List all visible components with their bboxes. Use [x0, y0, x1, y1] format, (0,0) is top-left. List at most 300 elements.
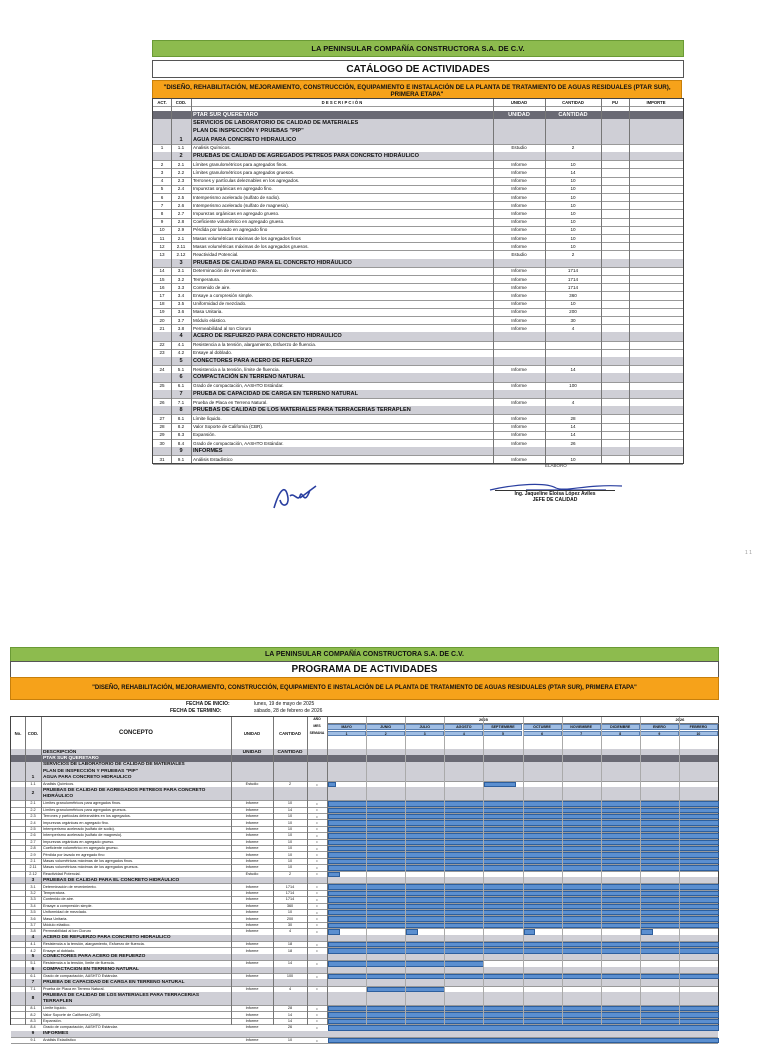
catalog-header-importe: IMPORTE	[646, 100, 666, 105]
gantt-bar	[328, 1038, 719, 1043]
program-month-num-4: 5	[483, 731, 522, 736]
program-unit: Informe	[245, 1006, 259, 1011]
program-col-divider	[273, 717, 274, 1025]
program-code: 8.1	[30, 1006, 36, 1011]
program-desc: Análisis Estadístico	[43, 1038, 76, 1043]
catalog-desc: SERVICIOS DE LABORATORIO DE CALIDAD DE MATERIALES	[193, 120, 359, 127]
catalog-unit: Informe	[511, 301, 527, 307]
program-unit: Informe	[245, 807, 259, 812]
catalog-desc: Resistencia a la tensión, alargamiento, Esfuerzo de fluencia.	[193, 342, 317, 348]
program-code: 4.1	[30, 942, 36, 947]
catalog-act: 7	[160, 202, 164, 208]
program-code: 2.2	[30, 807, 36, 812]
catalog-code: 2.8	[177, 219, 185, 225]
program-col-divider	[25, 717, 26, 1025]
page-margin-mark: 1 1	[745, 550, 752, 556]
program-unit: Informe	[245, 974, 259, 979]
program-month-num-9: 10	[679, 731, 718, 736]
catalog-code: 3.1	[177, 268, 185, 274]
catalog-code: 4.2	[177, 350, 185, 356]
program-desc: INFORMES	[43, 1031, 69, 1037]
program-desc: PRUEBAS DE CALIDAD DE AGREGADOS PETREOS PARA CONCRETO HIDRÁULICO	[43, 788, 206, 799]
signer-name: Ing. Jaqueline Eloisa López Aviles	[495, 490, 615, 497]
catalog-act: 2	[160, 161, 164, 167]
catalog-unit: Informe	[511, 235, 527, 241]
catalog-col-divider	[601, 99, 602, 463]
program-desc: Terrones y partículas deleznables en los agregados.	[43, 814, 131, 819]
program-header-mes: MES	[313, 724, 321, 728]
program-bullet: •	[316, 800, 318, 806]
catalog-desc: INFORMES	[193, 448, 223, 455]
program-unit: Informe	[245, 961, 259, 966]
program-qty: 14	[287, 1012, 293, 1017]
catalog-act: 1	[160, 145, 164, 151]
program-qty: 14	[287, 961, 293, 966]
program-code: 5	[31, 954, 35, 960]
program-code: 4	[31, 935, 35, 941]
program-code: 2.1	[30, 858, 36, 863]
program-code: 2.8	[30, 846, 36, 851]
signature-left-icon	[270, 478, 320, 514]
catalog-act: 21	[159, 325, 165, 331]
program-qty: 100	[286, 974, 294, 979]
catalog-unit: Informe	[511, 366, 527, 372]
program-bullet: •	[316, 832, 318, 838]
catalog-unit: Informe	[511, 219, 527, 225]
program-bullet: •	[316, 948, 318, 954]
program-qty: 360	[286, 903, 294, 908]
catalog-act: 20	[159, 317, 165, 323]
program-row	[11, 787, 718, 801]
catalog-desc: Módulo elástico.	[193, 317, 227, 323]
program-code: 8.2	[30, 1012, 36, 1017]
catalog-col-divider	[629, 99, 630, 463]
program-month-9: FEBRERO	[679, 724, 718, 730]
program-bullet: •	[316, 922, 318, 928]
program-month-2: JULIO	[405, 724, 444, 730]
catalog-desc: Grado de compactación, AASHTO Estándar.	[193, 440, 284, 446]
catalog-act: 17	[159, 292, 165, 298]
program-bullet: •	[316, 896, 318, 902]
program-header-ano: AÑO	[313, 717, 321, 721]
catalog-code: 9	[179, 448, 183, 455]
catalog-act: 30	[159, 440, 165, 446]
catalog-code: 2.11	[176, 243, 186, 249]
program-unit: Informe	[245, 865, 259, 870]
program-qty: 18	[287, 942, 293, 947]
catalog-desc: Impurezas orgánicas en agregado grueso.	[193, 210, 280, 216]
catalog-desc: Límites granulométricos para agregados gruesos.	[193, 169, 295, 175]
catalog-desc: PTAR SUR QUERETARO	[193, 112, 259, 119]
catalog-desc: Intemperismo acelerado (sulfato de magnesio).	[193, 202, 290, 208]
catalog-unit: Informe	[511, 194, 527, 200]
catalog-code: 7	[179, 390, 183, 397]
program-table	[10, 716, 719, 1043]
catalog-act: 18	[159, 301, 165, 307]
catalog-code: 2.2	[177, 169, 185, 175]
catalog-col-divider	[545, 99, 546, 463]
catalog-code: 3	[179, 259, 183, 266]
program-bullet: •	[316, 909, 318, 915]
program-month-num-8: 9	[640, 731, 679, 736]
catalog-desc: Permeabilidad al Ion Cloruro	[193, 325, 252, 331]
catalog-unit: Informe	[511, 415, 527, 421]
program-desc: Intemperismo acelerado (sulfato de sodio).	[43, 826, 115, 831]
program-bullet: •	[316, 1018, 318, 1024]
program-sheet	[8, 645, 721, 1043]
program-month-1: JUNIO	[366, 724, 405, 730]
program-qty: 10	[287, 858, 293, 863]
program-desc: Analisis Químicos.	[43, 782, 75, 787]
catalog-act: 12	[159, 243, 165, 249]
program-bullet: •	[316, 871, 318, 877]
program-bullet: •	[316, 960, 318, 966]
catalog-col-divider	[171, 99, 172, 463]
catalog-code: 6.1	[177, 383, 185, 389]
program-month-5: OCTUBRE	[523, 724, 562, 730]
program-bullet: •	[316, 916, 318, 922]
program-qty: 2	[288, 871, 292, 876]
catalog-act: 29	[159, 432, 165, 438]
catalog-qty: 10	[570, 227, 576, 233]
program-qty: 10	[287, 826, 293, 831]
catalog-qty: 14	[570, 169, 576, 175]
catalog-desc: Terrones y partículas deleznables en los agregados.	[193, 178, 300, 184]
program-code: 2.11	[29, 865, 37, 870]
catalog-act: 11	[159, 235, 165, 241]
catalog-code: 4	[179, 333, 183, 340]
program-bullet: •	[316, 807, 318, 813]
catalog-desc: PRUEBAS DE CALIDAD DE LOS MATERIALES PARA TERRACERIAS TERRAPLEN	[193, 407, 411, 414]
program-code: 3.4	[30, 903, 36, 908]
program-month-num-5: 6	[523, 731, 562, 736]
program-unit: Informe	[245, 801, 259, 806]
program-qty: 10	[287, 801, 293, 806]
catalog-qty: CANTIDAD	[558, 112, 588, 119]
program-unit: Estudio	[245, 782, 259, 787]
catalog-unit: Informe	[511, 227, 527, 233]
catalog-desc: Uniformidad de mezclado.	[193, 301, 247, 307]
program-unit: Informe	[245, 833, 259, 838]
program-header-cod: COD.	[27, 730, 39, 736]
catalog-qty: 360	[569, 292, 577, 298]
program-month-divider	[444, 717, 445, 1025]
catalog-act: 24	[159, 366, 165, 372]
program-qty: 1714	[285, 884, 295, 889]
catalog-act: 3	[160, 169, 164, 175]
program-unit: Informe	[245, 948, 259, 953]
catalog-unit: Informe	[511, 317, 527, 323]
catalog-act: 26	[159, 399, 165, 405]
program-bullet: •	[316, 781, 318, 787]
program-desc: CONECTORES PARA ACERO DE REFUERZO	[43, 954, 146, 960]
catalog-desc: Grado de compactación, AASHTO Estándar.	[193, 383, 284, 389]
program-qty: 18	[287, 948, 293, 953]
catalog-act: 31	[159, 456, 165, 462]
program-unit: Informe	[245, 884, 259, 889]
program-bullet: •	[316, 826, 318, 832]
catalog-header-pu: PU	[612, 100, 618, 105]
program-code: 3.1	[30, 884, 36, 889]
catalog-unit: Informe	[511, 432, 527, 438]
catalog-unit: Informe	[511, 399, 527, 405]
catalog-desc: PLAN DE INSPECCIÓN Y PRUEBAS "PIP"	[193, 128, 304, 135]
catalog-code: 3.7	[177, 317, 185, 323]
catalog-desc: Límites granulométricos para agregados finos.	[193, 161, 288, 167]
program-desc: Masa Unitaria.	[43, 916, 68, 921]
catalog-code: 3.6	[177, 309, 185, 315]
program-year-2025: 2025	[327, 717, 640, 724]
program-code: 3.6	[30, 916, 36, 921]
catalog-desc: Análisis Estadístico	[193, 456, 233, 462]
program-code: 3.3	[30, 897, 36, 902]
catalog-code: 1	[179, 136, 183, 143]
program-code: 8.3	[30, 1018, 36, 1023]
program-unit: Informe	[245, 858, 259, 863]
program-project-title: "DISEÑO, REHABILITACIÓN, MEJORAMIENTO, CONSTRUCCIÓN, EQUIPAMIENTO E INSTALACIÓN DE LA PLANTA DE TRATAMIENTO DE AGUAS RESIDUALES (PTAR SUR), PRIMERA ETAPA"	[10, 677, 719, 700]
program-unit: Informe	[245, 814, 259, 819]
program-month-divider	[562, 717, 563, 1025]
program-code: 8	[31, 996, 35, 1002]
program-qty: 10	[287, 852, 293, 857]
catalog-unit: Informe	[511, 161, 527, 167]
program-desc: Determinación de revenimiento.	[43, 884, 97, 889]
program-month-divider	[523, 717, 524, 1025]
program-month-num-3: 4	[444, 731, 483, 736]
program-desc: Intemperismo acelerado (sulfato de magnesio).	[43, 833, 123, 838]
catalog-act: 14	[159, 268, 165, 274]
end-date-value: sábado, 28 de febrero de 2026	[254, 708, 323, 714]
program-col-divider	[327, 717, 328, 1025]
catalog-code: 2.12	[176, 251, 186, 257]
program-unit: Informe	[245, 916, 259, 921]
catalog-code: 8.2	[177, 424, 185, 430]
program-unit: UNIDAD	[242, 749, 262, 755]
catalog-act: 25	[159, 383, 165, 389]
program-qty: 14	[287, 1018, 293, 1023]
program-month-6: NOVIEMBRE	[562, 724, 601, 730]
catalog-act: 15	[159, 276, 165, 282]
program-code: 9.1	[30, 1038, 36, 1043]
catalog-unit: Informe	[511, 440, 527, 446]
catalog-unit: Informe	[511, 178, 527, 184]
catalog-code: 3.5	[177, 301, 185, 307]
program-month-num-7: 8	[601, 731, 640, 736]
catalog-qty: 1714	[567, 268, 579, 274]
catalog-act: 28	[159, 424, 165, 430]
program-desc: Permeabilidad al Ion Cloruro	[43, 929, 92, 934]
program-qty: 4	[288, 986, 292, 991]
program-desc: Grado de compactación, AASHTO Estándar.	[43, 974, 118, 979]
program-unit: Informe	[245, 826, 259, 831]
catalog-qty: 1714	[567, 276, 579, 282]
catalog-desc: Analisis Químicos.	[193, 145, 231, 151]
catalog-desc: Temperatura.	[193, 276, 221, 282]
catalog-code: 4.1	[177, 342, 185, 348]
program-month-divider	[366, 717, 367, 1025]
program-bullet: •	[316, 813, 318, 819]
catalog-qty: 14	[570, 366, 576, 372]
catalog-act: 6	[160, 194, 164, 200]
catalog-act: 27	[159, 415, 165, 421]
program-qty: 10	[287, 833, 293, 838]
program-month-divider	[405, 717, 406, 1025]
catalog-desc: Coeficiente volumétrico en agregado grueso.	[193, 219, 285, 225]
program-header-concepto: CONCEPTO	[119, 730, 153, 736]
catalog-code: 6	[179, 374, 183, 381]
program-unit: Informe	[245, 922, 259, 927]
catalog-act: 4	[160, 178, 164, 184]
catalog-desc: Impurezas orgánicas en agregado fino.	[193, 186, 273, 192]
catalog-code: 2.1	[177, 161, 185, 167]
catalog-unit: Informe	[511, 268, 527, 274]
program-month-num-1: 2	[366, 731, 405, 736]
program-year-2026: 2026	[640, 717, 719, 724]
program-code: 3.8	[30, 929, 36, 934]
program-col-divider	[307, 717, 308, 1025]
program-code: 3	[31, 877, 35, 883]
program-qty: 1714	[285, 890, 295, 895]
program-code: 3.7	[30, 922, 36, 927]
catalog-desc: Prueba de Placa en Terreno Natural.	[193, 399, 268, 405]
program-unit: Informe	[245, 897, 259, 902]
catalog-code: 1.1	[177, 145, 185, 151]
program-bullet: •	[316, 890, 318, 896]
catalog-code: 2.9	[177, 227, 185, 233]
catalog-code: 9.1	[177, 456, 185, 462]
catalog-qty: 10	[570, 202, 576, 208]
program-desc: Masas volumétricas máximas de los agregados finos.	[43, 858, 134, 863]
catalog-desc: Masas volumétricas máximas de los agregados finos	[193, 235, 301, 241]
catalog-unit: Informe	[511, 186, 527, 192]
catalog-col-divider	[493, 99, 494, 463]
signer-role: JEFE DE CALIDAD	[532, 497, 578, 503]
catalog-title: CATÁLOGO DE ACTIVIDADES	[152, 60, 684, 78]
program-month-divider	[640, 717, 641, 1025]
program-qty: 28	[287, 1006, 293, 1011]
program-desc: Límites granulométricos para agregados gruesos.	[43, 807, 127, 812]
catalog-desc: Expansión.	[193, 432, 216, 438]
program-bullet: •	[316, 1024, 318, 1030]
catalog-header-desc: D E S C R I P C I Ó N	[321, 100, 363, 105]
program-desc: PRUEBA DE CAPACIDAD DE CARGA EN TERRENO NATURAL	[43, 980, 185, 986]
program-desc: Resistencia a la tensión, límite de fluencia.	[43, 961, 115, 966]
program-code: 2.4	[30, 820, 36, 825]
program-month-4: SEPTIEMBRE	[483, 724, 522, 730]
program-desc: Impurezas orgánicas en agregado grueso.	[43, 839, 115, 844]
catalog-desc: COMPACTACIÓN EN TERRENO NATURAL	[193, 374, 305, 381]
catalog-unit: Informe	[511, 456, 527, 462]
catalog-qty: 10	[570, 243, 576, 249]
program-month-divider	[679, 717, 680, 1025]
program-qty: 4	[288, 929, 292, 934]
start-date-label: FECHA DE INICIO:	[186, 701, 230, 707]
catalog-qty: 10	[570, 219, 576, 225]
catalog-act: 9	[160, 219, 164, 225]
program-desc: SERVICIOS DE LABORATORIO DE CALIDAD DE MATERIALES	[43, 762, 185, 768]
program-code: 2.1	[30, 801, 36, 806]
program-desc: Temperatura.	[43, 890, 66, 895]
catalog-code: 8.1	[177, 415, 185, 421]
catalog-unit: Informe	[511, 276, 527, 282]
program-bullet: •	[316, 858, 318, 864]
start-date-value: lunes, 19 de mayo de 2025	[254, 701, 315, 707]
program-unit: Informe	[245, 846, 259, 851]
catalog-desc: Ensaye al doblado.	[193, 350, 233, 356]
catalog-qty: 10	[570, 210, 576, 216]
program-desc: Impurezas orgánicas en agregado fino.	[43, 820, 109, 825]
catalog-act: 16	[159, 284, 165, 290]
catalog-code: 2.3	[177, 178, 185, 184]
catalog-qty: 14	[570, 424, 576, 430]
program-col-divider	[41, 717, 42, 1025]
catalog-sheet	[150, 38, 685, 468]
program-bullet: •	[316, 986, 318, 992]
catalog-code: 2.1	[177, 235, 185, 241]
catalog-unit: Informe	[511, 383, 527, 389]
program-desc: PRUEBAS DE CALIDAD DE LOS MATERIALES PARA TERRACERIAS TERRAPLEN	[43, 992, 200, 1004]
catalog-unit: Informe	[511, 424, 527, 430]
program-col-divider	[231, 717, 232, 1025]
catalog-desc: Masas volumétricas máximas de los agregados gruesos.	[193, 243, 309, 249]
catalog-qty: 14	[570, 432, 576, 438]
catalog-row	[153, 455, 683, 464]
program-code: 5.1	[30, 961, 36, 966]
program-company-header: LA PENINSULAR COMPAÑÍA CONSTRUCTORA S.A. DE C.V.	[10, 647, 719, 662]
catalog-qty: 10	[570, 161, 576, 167]
catalog-qty: 200	[569, 309, 577, 315]
catalog-header-cod: COD.	[175, 100, 187, 105]
program-unit: Informe	[245, 1012, 259, 1017]
program-bullet: •	[316, 903, 318, 909]
catalog-desc: Pérdida por lavado en agregado fino	[193, 227, 268, 233]
program-bullet: •	[316, 852, 318, 858]
program-title: PROGRAMA DE ACTIVIDADES	[10, 661, 719, 678]
catalog-qty: 10	[570, 178, 576, 184]
catalog-qty: 10	[570, 301, 576, 307]
catalog-desc: PRUEBA DE CAPACIDAD DE CARGA EN TERRENO NATURAL	[193, 390, 359, 397]
catalog-code: 5.1	[177, 366, 185, 372]
catalog-act: 19	[159, 309, 165, 315]
catalog-code: 2.5	[177, 194, 185, 200]
program-unit: Informe	[245, 929, 259, 934]
catalog-desc: PRUEBAS DE CALIDAD DE AGREGADOS PETREOS PARA CONCRETO HIDRÁULICO	[193, 153, 419, 160]
program-code: 6.1	[30, 974, 36, 979]
program-code: 2.9	[30, 852, 36, 857]
program-desc: Uniformidad de mezclado.	[43, 910, 88, 915]
program-code: 2.3	[30, 814, 36, 819]
catalog-code: 8.4	[177, 440, 185, 446]
catalog-elaboro: ELABORÓ	[545, 463, 567, 468]
program-month-0: MAYO	[327, 724, 366, 730]
program-header-unidad: UNIDAD	[243, 730, 261, 736]
catalog-desc: Valor Soporte de California (CBR).	[193, 424, 264, 430]
catalog-qty: 4	[571, 325, 575, 331]
catalog-header-unidad: UNIDAD	[510, 100, 528, 105]
catalog-code: 2.6	[177, 202, 185, 208]
catalog-code: 8.3	[177, 432, 185, 438]
catalog-qty: 30	[570, 317, 576, 323]
catalog-unit: UNIDAD	[508, 112, 530, 119]
catalog-unit: Informe	[511, 284, 527, 290]
catalog-unit: Informe	[511, 210, 527, 216]
program-unit: Informe	[245, 1025, 259, 1030]
program-unit: Informe	[245, 839, 259, 844]
catalog-desc: PRUEBAS DE CALIDAD PARA EL CONCRETO HIDRÁULICO	[193, 259, 352, 266]
program-bullet: •	[316, 928, 318, 934]
program-month-7: DICIEMBRE	[601, 724, 640, 730]
catalog-qty: 100	[569, 383, 577, 389]
